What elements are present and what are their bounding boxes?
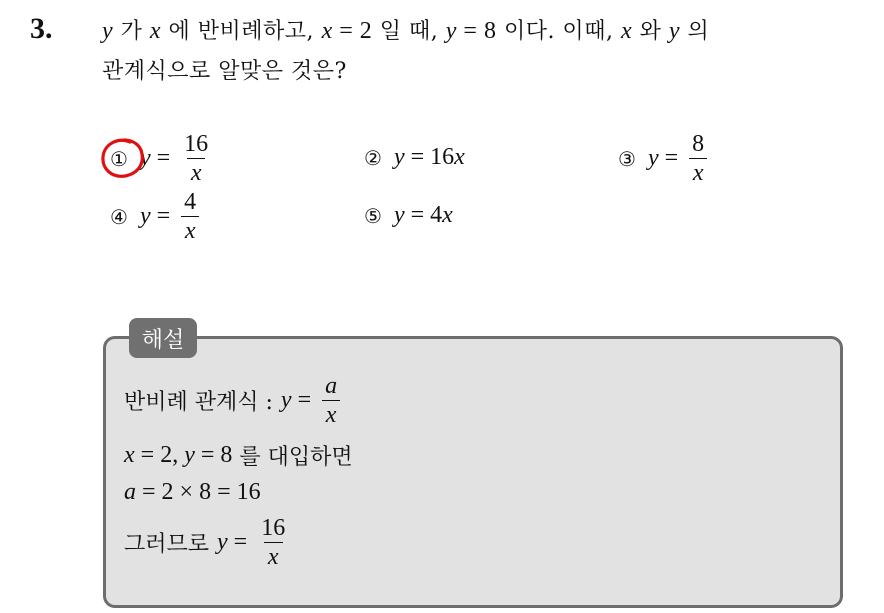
denominator: x bbox=[322, 400, 341, 429]
choice-lhs: y bbox=[393, 144, 405, 170]
choice-lhs: y bbox=[139, 145, 151, 171]
text: = 8 bbox=[194, 442, 233, 468]
var-y: y bbox=[102, 18, 114, 44]
choice-var: x bbox=[442, 202, 453, 228]
solution-line-2 bbox=[124, 440, 353, 471]
choice-marker: ④ bbox=[110, 204, 128, 229]
choice-4[interactable] bbox=[110, 188, 204, 245]
equals-sign: = bbox=[410, 144, 425, 170]
solution-line-4 bbox=[124, 514, 293, 571]
denominator: x bbox=[187, 158, 206, 187]
coefficient: 16 bbox=[430, 144, 455, 170]
equals-sign: = bbox=[156, 145, 171, 171]
text: 를 대입하면 bbox=[232, 445, 353, 470]
equals-sign: = bbox=[233, 529, 248, 555]
var-x: x bbox=[321, 18, 333, 44]
choice-marker: ⑤ bbox=[364, 203, 382, 228]
solution-label: 그러므로 bbox=[124, 532, 210, 557]
equals-sign: = bbox=[156, 203, 171, 229]
fraction bbox=[321, 372, 341, 429]
text: 일 때, bbox=[372, 19, 446, 44]
solution-lhs: y bbox=[217, 529, 228, 555]
choice-lhs: y bbox=[139, 203, 151, 229]
solution-label: 반비례 관계식 : bbox=[124, 390, 273, 415]
var-y: y bbox=[668, 18, 680, 44]
choice-marker: ② bbox=[364, 145, 382, 170]
fraction bbox=[180, 130, 212, 187]
var-x: x bbox=[149, 18, 162, 44]
var-a: a bbox=[124, 479, 136, 505]
denominator: x bbox=[181, 216, 200, 245]
solution-tag: 해설 bbox=[129, 318, 197, 358]
var-y: y bbox=[184, 442, 195, 468]
numerator: a bbox=[325, 373, 338, 399]
solution-lhs: y bbox=[280, 387, 292, 413]
equals-2: = 2 bbox=[332, 18, 373, 44]
equals-sign: = bbox=[664, 145, 679, 171]
equals-sign: = bbox=[410, 202, 425, 228]
choice-5[interactable] bbox=[364, 202, 453, 229]
numerator: 16 bbox=[261, 515, 286, 541]
equals-sign: = bbox=[297, 387, 312, 413]
text: 이다. 이때, bbox=[496, 19, 621, 44]
question-text-line2: 관계식으로 알맞은 것은? bbox=[102, 59, 347, 84]
answer-circle-icon bbox=[100, 136, 146, 180]
numerator: 16 bbox=[184, 131, 209, 157]
equals-8: = 8 bbox=[456, 18, 497, 44]
fraction bbox=[257, 514, 289, 571]
solution-line-3 bbox=[124, 479, 261, 506]
question-text-line1 bbox=[102, 14, 709, 45]
choice-var: x bbox=[454, 144, 465, 170]
choice-2[interactable] bbox=[364, 144, 465, 171]
var-y: y bbox=[445, 18, 457, 44]
fraction bbox=[180, 188, 200, 245]
text: 의 bbox=[680, 19, 710, 44]
text: = 2, bbox=[134, 442, 185, 468]
choice-marker: ① bbox=[110, 146, 128, 171]
choice-lhs: y bbox=[393, 202, 405, 228]
denominator: x bbox=[689, 158, 708, 187]
numerator: 4 bbox=[184, 189, 197, 215]
numerator: 8 bbox=[692, 131, 705, 157]
text: 에 반비례하고, bbox=[161, 19, 322, 44]
var-x: x bbox=[620, 18, 633, 44]
choice-3[interactable] bbox=[618, 130, 712, 187]
solution-line-1 bbox=[124, 372, 345, 429]
text: 가 bbox=[113, 19, 150, 44]
choice-marker: ③ bbox=[618, 146, 636, 171]
denominator: x bbox=[264, 542, 283, 571]
fraction bbox=[688, 130, 708, 187]
text: 와 bbox=[632, 19, 669, 44]
question-number: 3. bbox=[30, 12, 53, 45]
choice-lhs: y bbox=[647, 145, 659, 171]
text: = 2 × 8 = 16 bbox=[136, 479, 261, 505]
var-x: x bbox=[124, 442, 135, 468]
coefficient: 4 bbox=[430, 202, 443, 228]
